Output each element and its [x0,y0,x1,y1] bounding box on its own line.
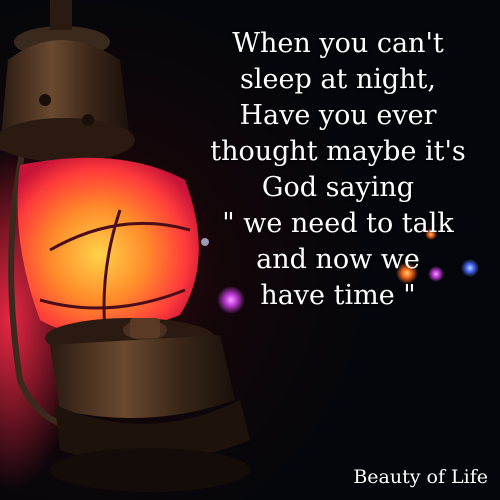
quote-line: sleep at night, [240,64,436,95]
lantern-base [45,318,250,492]
quote-line: thought maybe it's [210,136,466,167]
quote-line: " we need to talk [222,208,454,239]
quote-line: and now we [256,244,420,275]
quote-line: have time " [260,280,416,311]
quote-line: Have you ever [239,100,437,131]
quote-line: God saying [261,172,415,203]
quote-line: When you can't [232,28,444,59]
signature: Beauty of Life [353,466,488,488]
quote-text [188,26,488,314]
